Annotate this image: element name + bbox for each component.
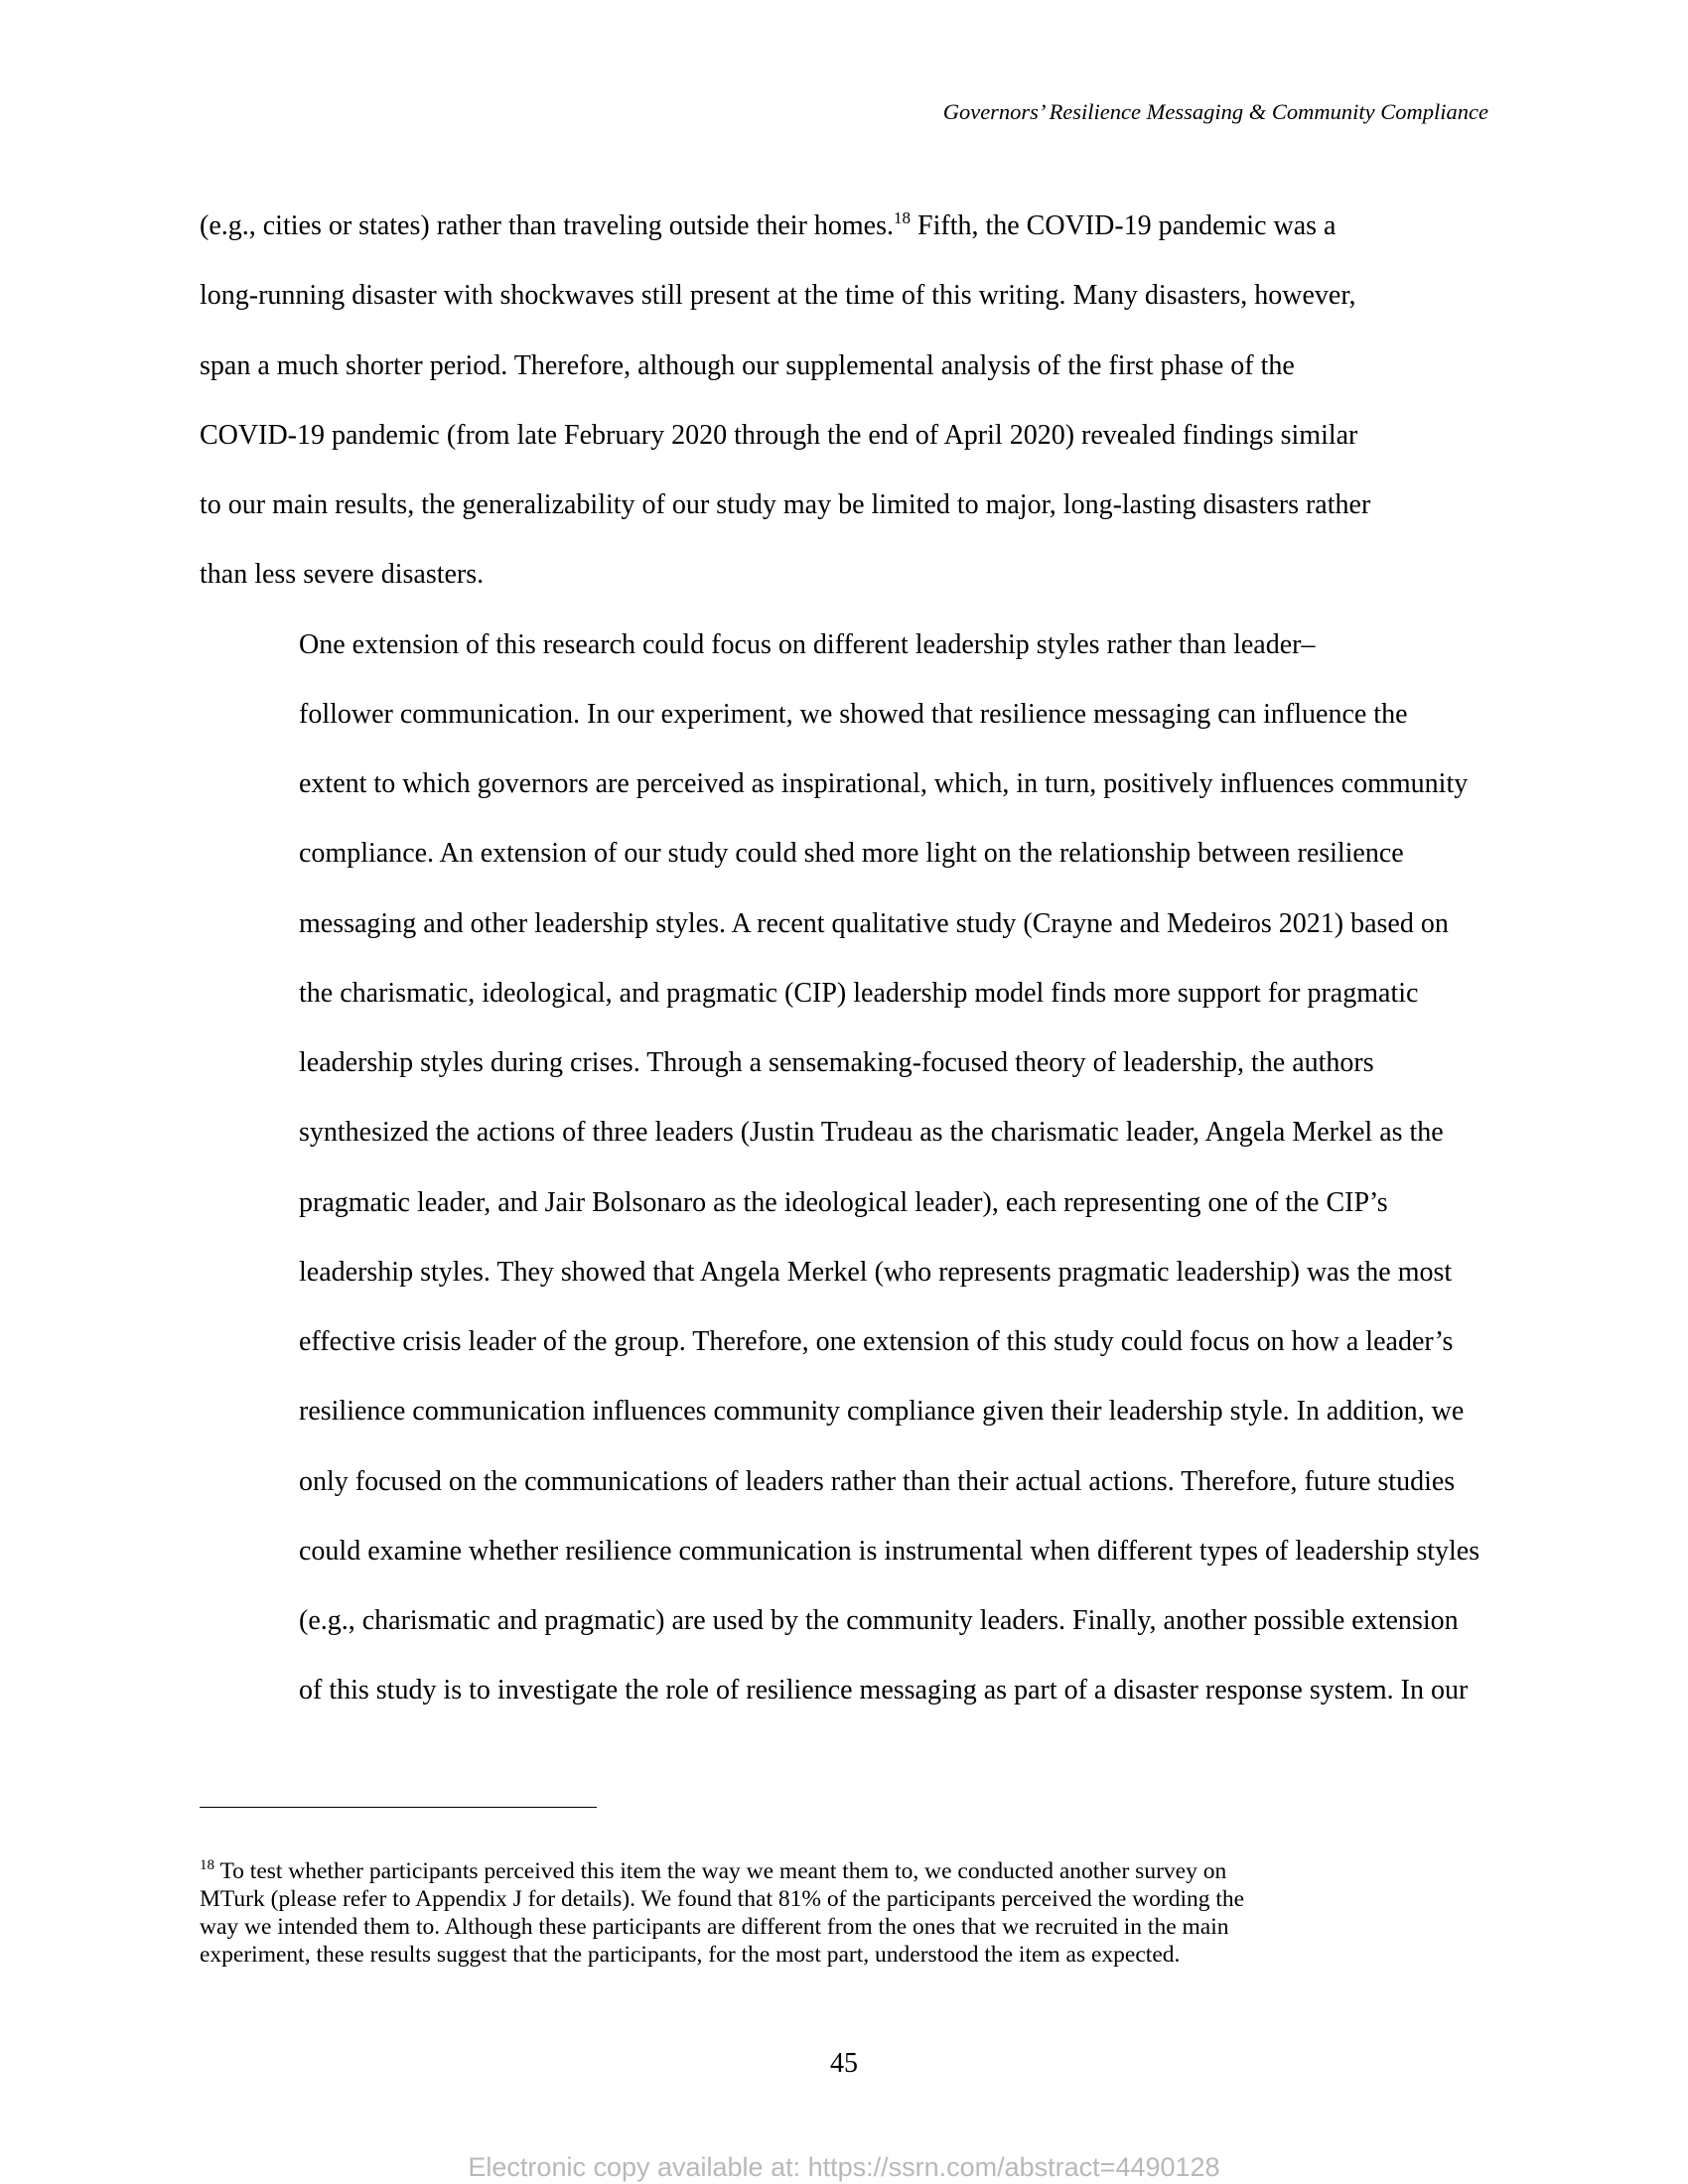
text-line: follower communication. In our experiment, we showed that resilience messaging can influence the [299, 698, 1408, 730]
text-line: One extension of this research could focus on different leadership styles rather than leader– [299, 628, 1316, 660]
body-text [200, 192, 1488, 1726]
text-line: resilience communication influences community compliance given their leadership style. In addition, we [299, 1396, 1465, 1428]
footnote [200, 1857, 1488, 1969]
text-line: extent to which governors are perceived as inspirational, which, in turn, positively influences community [299, 768, 1469, 799]
text-segment: (e.g., cities or states) rather than traveling outside their homes. [200, 210, 895, 241]
text-line: leadership styles during crises. Through a sensemaking-focused theory of leadership, the authors [299, 1047, 1374, 1078]
footnote-line: way we intended them to. Although these participants are different from the ones that we recruited in the main [200, 1914, 1229, 1940]
page-number: 45 [830, 2048, 858, 2079]
text-line: messaging and other leadership styles. A recent qualitative study (Crayne and Medeiros 2021) based on [299, 907, 1449, 939]
paragraph [200, 611, 1488, 1726]
footnote-reference[interactable]: 18 [894, 208, 912, 227]
text-line: synthesized the actions of three leaders (Justin Trudeau as the charismatic leader, Angela Merkel as the [299, 1117, 1444, 1149]
running-header: Governors’ Resilience Messaging & Community Compliance [942, 99, 1488, 124]
text-line: pragmatic leader, and Jair Bolsonaro as the ideological leader), each representing one of the CIP’s [299, 1186, 1388, 1218]
text-line [200, 192, 1488, 261]
ssrn-availability-notice: Electronic copy available at: https://ssrn.com/abstract=4490128 [468, 2152, 1220, 2182]
text-line: COVID-19 pandemic (from late February 2020 through the end of April 2020) revealed findings similar [200, 419, 1358, 451]
text-segment: Fifth, the COVID-19 pandemic was a [911, 210, 1336, 241]
text-line: of this study is to investigate the role of resilience messaging as part of a disaster response system. In our [299, 1675, 1469, 1706]
text-line: effective crisis leader of the group. Therefore, one extension of this study could focus on how a leader’s [299, 1326, 1454, 1357]
text-line: the charismatic, ideological, and pragmatic (CIP) leadership model finds more support for pragmatic [299, 977, 1419, 1009]
footnote-line: MTurk (please refer to Appendix J for details). We found that 81% of the participants perceived the wording the [200, 1886, 1245, 1912]
text-line: compliance. An extension of our study could shed more light on the relationship between resilience [299, 838, 1404, 870]
text-line: only focused on the communications of leaders rather than their actual actions. Therefore, future studies [299, 1465, 1456, 1497]
text-line: long-running disaster with shockwaves still present at the time of this writing. Many disasters, however, [200, 280, 1356, 312]
footnote-line [200, 1857, 1488, 1885]
footnote-number: 18 [200, 1857, 214, 1873]
text-line: leadership styles. They showed that Angela Merkel (who represents pragmatic leadership) was the most [299, 1256, 1453, 1288]
footnote-text: To test whether participants perceived this item the way we meant them to, we conducted another survey on [214, 1858, 1227, 1884]
text-line: could examine whether resilience communication is instrumental when different types of leadership styles [299, 1535, 1480, 1567]
text-line: to our main results, the generalizability of our study may be limited to major, long-lasting disasters rather [200, 489, 1371, 520]
text-line: than less severe disasters. [200, 559, 485, 591]
paragraph [200, 192, 1488, 611]
text-line: (e.g., charismatic and pragmatic) are used by the community leaders. Finally, another possible extension [299, 1605, 1459, 1636]
text-line: span a much shorter period. Therefore, although our supplemental analysis of the first phase of the [200, 349, 1295, 381]
footnote-line: experiment, these results suggest that the participants, for the most part, understood the item as expected. [200, 1942, 1181, 1968]
footnote-divider [200, 1807, 597, 1808]
